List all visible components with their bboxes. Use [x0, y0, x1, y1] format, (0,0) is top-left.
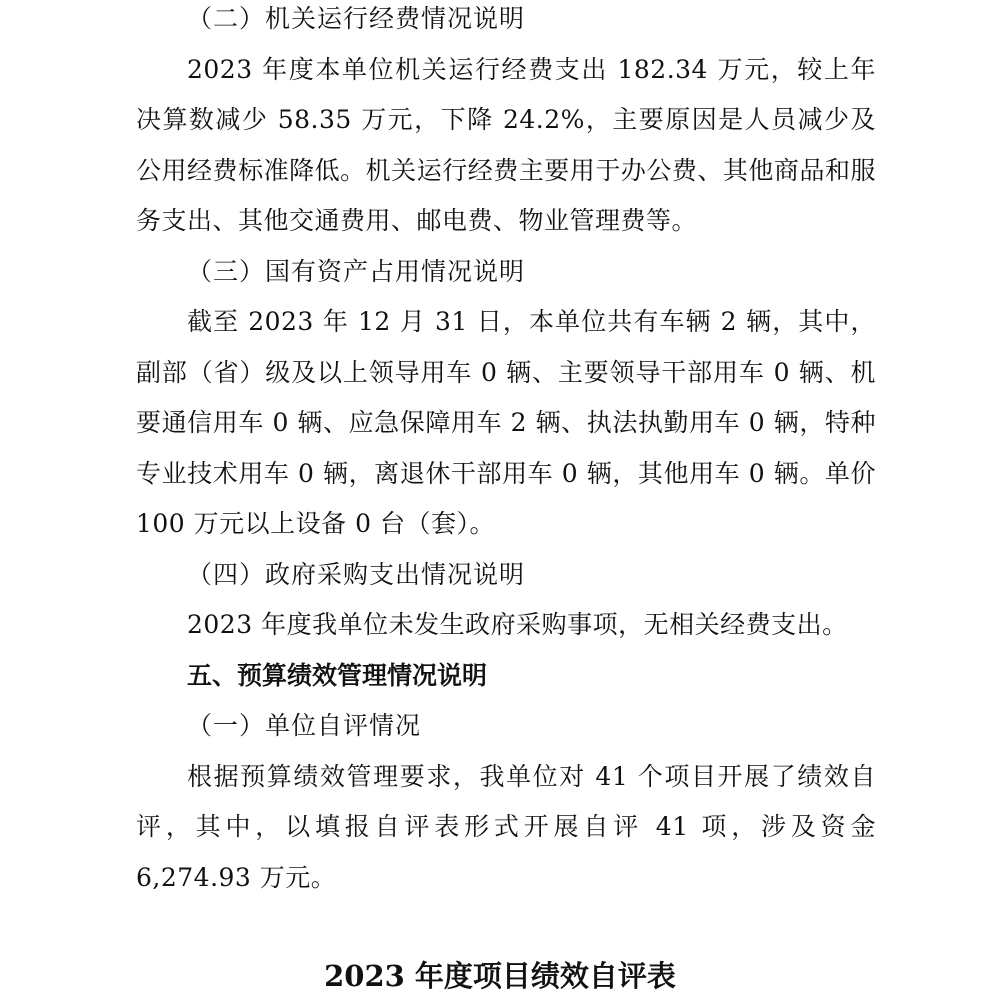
subheading-self-evaluation: （一）单位自评情况	[187, 711, 422, 740]
subheading-government-procurement: （四）政府采购支出情况说明	[187, 559, 526, 589]
document-body	[136, 0, 876, 903]
table-title: 2023 年度项目绩效自评表	[324, 959, 676, 993]
heading-performance-management: 五、预算绩效管理情况说明	[187, 660, 488, 690]
paragraph-operating-costs: 2023 年度本单位机关运行经费支出 182.34 万元，较上年决算数减少 58.35 万元，下降 24.2%，主要原因是人员减少及公用经费标准降低。机关运行经费主要用于办公费、其他商品和服务支出、其他交通费用、邮电费、物业管理费等。	[136, 54, 876, 235]
paragraph-government-procurement: 2023 年度我单位未发生政府采购事项，无相关经费支出。	[187, 610, 848, 639]
subheading-operating-costs: （二）机关运行经费情况说明	[187, 4, 526, 33]
paragraph-state-assets: 截至 2023 年 12 月 31 日，本单位共有车辆 2 辆，其中，副部（省）级及以上领导用车 0 辆、主要领导干部用车 0 辆、机要通信用车 0 辆、应急保障用车 2 辆、执法执勤用车 0 辆，特种专业技术用车 0 辆，离退休干部用车 0 辆，其他用车 0 辆。单价 100 万元以上设备 0 台（套）。	[136, 307, 876, 538]
paragraph-self-evaluation: 根据预算绩效管理要求，我单位对 41 个项目开展了绩效自评，其中，以填报自评表形式开展自评 41 项，涉及资金6,274.93 万元。	[136, 761, 876, 892]
subheading-state-assets: （三）国有资产占用情况说明	[187, 256, 526, 286]
